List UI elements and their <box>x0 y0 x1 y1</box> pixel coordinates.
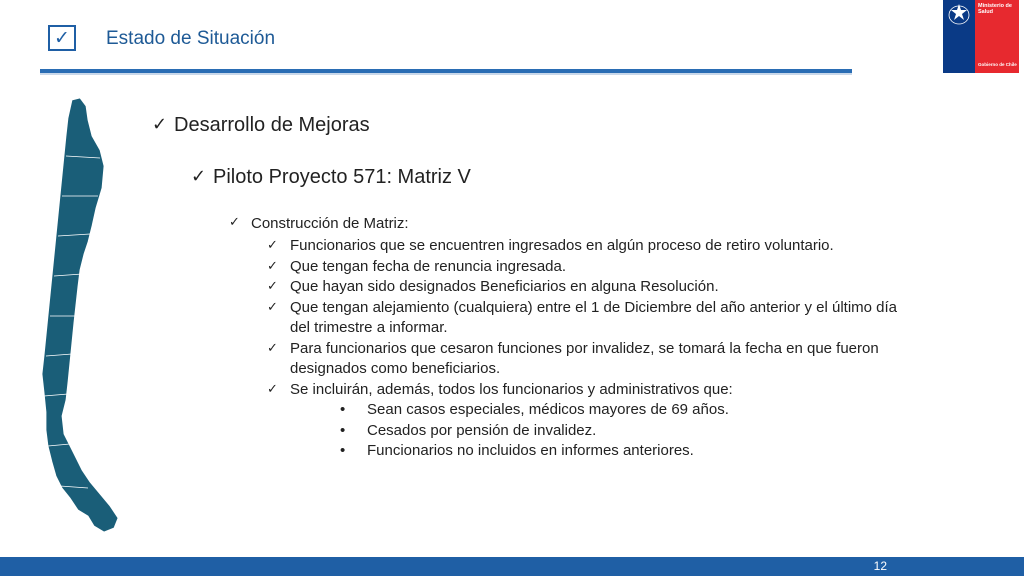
check-icon: ✓ <box>229 215 240 230</box>
sub-criteria-list <box>340 400 900 462</box>
check-icon: ✓ <box>267 381 278 397</box>
list-item <box>340 421 900 442</box>
list-item-text: Se incluirán, además, todos los funcionarios y administrativos que: <box>290 380 733 398</box>
bullet-level1 <box>152 114 370 137</box>
criteria-list <box>267 236 917 400</box>
list-item <box>267 277 917 298</box>
list-item-text: Cesados por pensión de invalidez. <box>367 421 597 439</box>
list-item-text: Que tengan fecha de renuncia ingresada. <box>290 257 567 275</box>
list-item-text: Sean casos especiales, médicos mayores de 69 años. <box>367 401 729 418</box>
bullet-level2 <box>191 166 471 189</box>
list-item <box>267 257 917 278</box>
bullet-dot-icon: • <box>340 421 346 439</box>
bullet-level1-text: Desarrollo de Mejoras <box>174 114 370 136</box>
logo-line1: Ministerio de <box>978 3 1012 9</box>
check-icon: ✓ <box>267 299 278 315</box>
page-number: 12 <box>873 559 887 573</box>
check-icon: ✓ <box>267 238 278 253</box>
bullet-level3 <box>229 215 409 232</box>
list-item-text: Funcionarios no incluidos en informes anteriores. <box>367 442 694 459</box>
slide-title: Estado de Situación <box>106 28 276 49</box>
check-icon: ✓ <box>267 258 278 274</box>
check-icon: ✓ <box>267 279 278 294</box>
list-item <box>340 400 900 421</box>
list-item-text: Que hayan sido designados Beneficiarios en alguna Resolución. <box>290 278 719 295</box>
bullet-level3-text: Construcción de Matriz: <box>251 215 409 232</box>
list-item <box>267 339 917 380</box>
logo-gobierno-text: Gobierno de Chile <box>978 62 1017 67</box>
check-icon: ✓ <box>267 340 278 356</box>
list-item <box>267 298 917 339</box>
bullet-level2-text: Piloto Proyecto 571: Matriz V <box>213 166 471 188</box>
list-item <box>267 380 917 401</box>
check-icon: ✓ <box>191 166 207 187</box>
list-item-text: Para funcionarios que cesaron funciones por invalidez, se tomará la fecha en que fueron designados como beneficiarios. <box>290 339 879 377</box>
footer-bar <box>0 557 1024 576</box>
bullet-dot-icon: • <box>340 442 346 459</box>
check-icon: ✓ <box>54 26 70 49</box>
list-item-text: Que tengan alejamiento (cualquiera) entre el 1 de Diciembre del año anterior y el último día del trimestre a informar. <box>290 298 898 336</box>
list-item-text: Funcionarios que se encuentren ingresados en algún proceso de retiro voluntario. <box>290 237 834 254</box>
logo-line2: Salud <box>978 9 993 15</box>
list-item <box>340 441 900 462</box>
check-icon: ✓ <box>152 114 168 135</box>
bullet-dot-icon: • <box>340 401 346 418</box>
list-item <box>267 236 917 257</box>
